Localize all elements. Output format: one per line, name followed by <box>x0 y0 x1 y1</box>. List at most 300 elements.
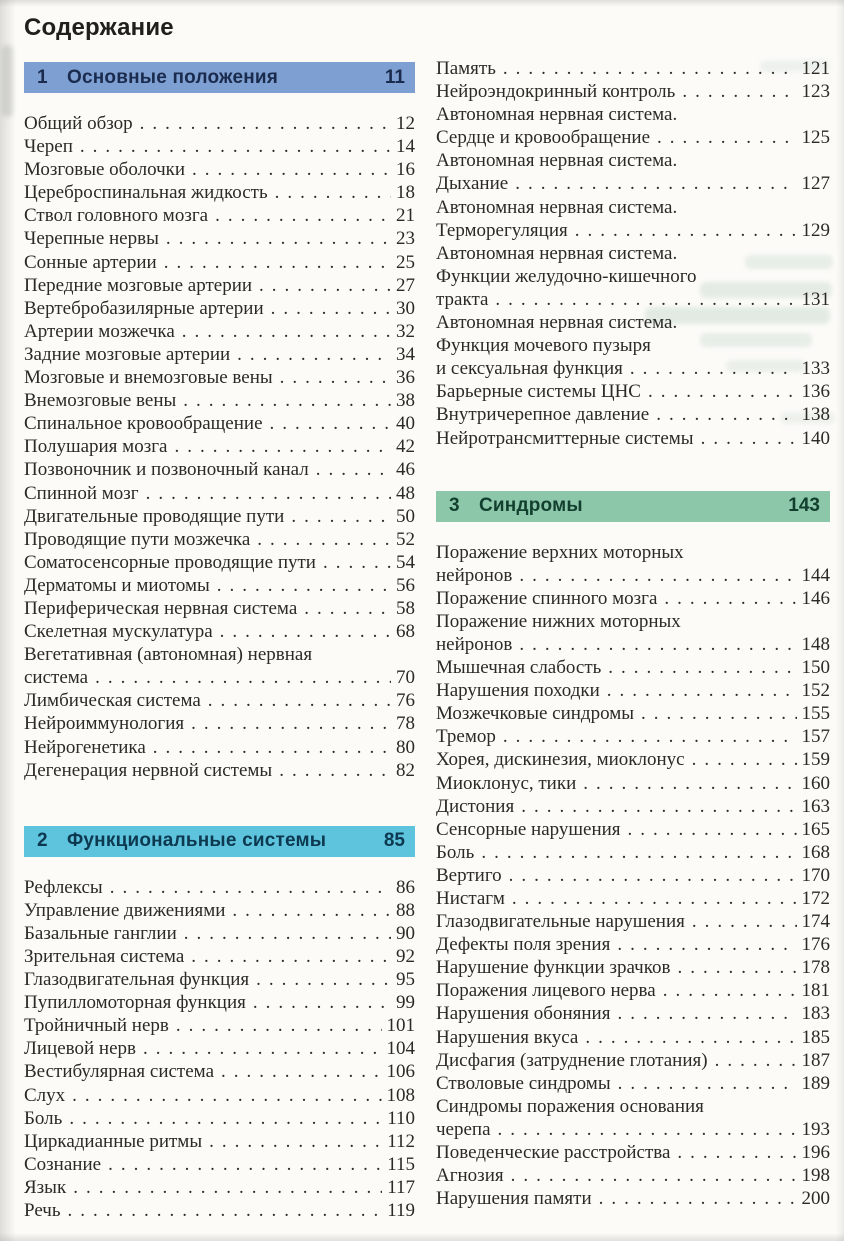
toc-entry-title: Агнозия <box>436 1165 504 1187</box>
bleed-smudge <box>2 45 13 117</box>
toc-entry-line <box>436 427 830 450</box>
toc-entry-title: Поражение спинного мозга <box>436 587 658 609</box>
toc-entry-page-number: 200 <box>801 1188 830 1210</box>
toc-entry-title: Нейрогенетика <box>24 736 146 758</box>
toc-entry-title: Боль <box>436 841 475 863</box>
toc-entry-page-number: 56 <box>396 574 415 596</box>
dot-leader <box>488 288 796 311</box>
toc-entry-title: Сонные артерии <box>24 251 157 273</box>
toc-entry-title: Вегетативная (автономная) нервная <box>24 644 313 666</box>
toc-entry-page-number: 58 <box>396 597 415 619</box>
dot-leader <box>252 274 391 297</box>
toc-entry-title: Периферическая нервная система <box>24 597 298 619</box>
toc-entry-title: Дефекты поля зрения <box>436 934 611 956</box>
toc-entry-line <box>436 380 830 403</box>
toc-entry-title: Позвоночник и позвоночный канал <box>24 459 309 481</box>
toc-entry-title: Нарушения обоняния <box>436 1003 611 1025</box>
toc-entry-title: Тройничный нерв <box>24 1015 169 1037</box>
page-edge-shadow-right <box>836 0 844 1241</box>
toc-column-left <box>24 0 415 1222</box>
toc-entry-title: Поражение нижних моторных <box>436 610 681 632</box>
toc-entry-line <box>436 610 830 633</box>
toc-entry-title: Автономная нервная система. <box>436 242 678 264</box>
page-title: Содержание <box>24 14 174 41</box>
toc-entry-page-number: 157 <box>801 726 830 748</box>
section-header <box>24 62 415 93</box>
toc-entry-page-number: 170 <box>801 864 830 886</box>
toc-entries-block <box>24 876 415 1222</box>
toc-entry-title: Лицевой нерв <box>24 1038 136 1060</box>
toc-entry-page-number: 131 <box>801 288 830 310</box>
toc-entry-title: Нейроэндокринный контроль <box>436 81 676 103</box>
dot-leader <box>208 204 391 227</box>
toc-entry-page-number: 159 <box>801 749 830 771</box>
toc-entry-page-number: 129 <box>801 219 830 241</box>
toc-entry-line <box>436 702 830 725</box>
toc-entry-line <box>24 482 415 505</box>
dot-leader <box>601 656 796 679</box>
toc-entry-line <box>24 899 415 922</box>
toc-entry-page-number: 99 <box>396 992 415 1014</box>
toc-entry-page-number: 101 <box>386 1015 415 1037</box>
toc-entry-page-number: 165 <box>801 818 830 840</box>
dot-leader <box>272 759 391 782</box>
dot-leader <box>146 736 391 759</box>
toc-entry-page-number: 23 <box>396 228 415 250</box>
dot-leader <box>675 80 796 103</box>
toc-entry-line <box>24 227 415 250</box>
dot-leader <box>656 979 797 1002</box>
toc-entry-page-number: 12 <box>396 113 415 134</box>
dot-leader <box>650 126 796 149</box>
section-title: Синдромы <box>479 495 583 517</box>
toc-entry-line <box>24 1084 415 1107</box>
dot-leader <box>504 1164 797 1187</box>
toc-entry-title: Соматосенсорные проводящие пути <box>24 551 316 573</box>
toc-entry-line <box>436 196 830 219</box>
toc-entry-page-number: 155 <box>801 703 830 725</box>
dot-leader <box>136 1037 382 1060</box>
toc-entry-title: Спинальное кровообращение <box>24 413 263 435</box>
dot-leader <box>610 933 796 956</box>
toc-entry-line <box>24 1037 415 1060</box>
toc-entry-page-number: 52 <box>396 528 415 550</box>
toc-entry-title: Спинной мозг <box>24 482 139 504</box>
toc-entry-line <box>436 311 830 334</box>
toc-entry-page-number: 168 <box>801 841 830 863</box>
toc-entry-page-number: 160 <box>801 772 830 794</box>
toc-entry-title: черепа <box>436 1118 491 1140</box>
toc-entry-title: Синдромы поражения основания <box>436 1095 704 1117</box>
toc-entry-page-number: 127 <box>801 173 830 195</box>
dot-leader <box>202 1130 382 1153</box>
section-title: Функциональные системы <box>67 830 327 852</box>
toc-entry-title: Язык <box>24 1176 67 1198</box>
dot-leader <box>297 597 391 620</box>
dot-leader <box>263 412 391 435</box>
toc-entry-line <box>436 57 830 80</box>
toc-entry-page-number: 68 <box>396 621 415 643</box>
toc-entry-page-number: 25 <box>396 251 415 273</box>
toc-entry-page-number: 106 <box>386 1061 415 1083</box>
toc-entry-page-number: 18 <box>396 182 415 204</box>
toc-entry-page-number: 110 <box>387 1107 415 1129</box>
toc-entry-line <box>436 1164 830 1187</box>
toc-entry-line <box>436 357 830 380</box>
toc-entry-title: Нарушения походки <box>436 680 600 702</box>
toc-entry-page-number: 123 <box>801 81 830 103</box>
toc-entries-block <box>436 57 830 450</box>
toc-entry-page-number: 178 <box>801 957 830 979</box>
toc-entry-title: Передние мозговые артерии <box>24 274 253 296</box>
toc-entry-page-number: 30 <box>396 297 415 319</box>
dot-leader <box>512 564 796 587</box>
toc-entry-line <box>24 112 415 135</box>
toc-entry-page-number: 174 <box>801 911 830 933</box>
toc-entry-line <box>24 343 415 366</box>
dot-leader <box>169 1014 382 1037</box>
toc-entry-page-number: 78 <box>396 713 415 735</box>
toc-entry-line <box>436 910 830 933</box>
toc-entry-title: Нейроиммунология <box>24 713 185 735</box>
toc-entry-title: Мозжечковые синдромы <box>436 703 635 725</box>
toc-entry-title: Глазодвигательные нарушения <box>436 911 685 933</box>
toc-entry-title: Сердце и кровообращение <box>436 127 651 149</box>
toc-entry-title: Вестибулярная система <box>24 1061 214 1083</box>
toc-entry-line <box>436 1026 830 1049</box>
toc-entry-page-number: 40 <box>396 413 415 435</box>
toc-entry-line <box>436 933 830 956</box>
toc-entry-line <box>436 265 830 288</box>
dot-leader <box>139 482 391 505</box>
toc-entry-page-number: 14 <box>396 136 415 158</box>
toc-entry-line <box>436 1187 830 1210</box>
toc-entry-page-number: 108 <box>386 1084 415 1106</box>
toc-entry-page-number: 112 <box>387 1130 415 1152</box>
toc-entry-line <box>24 412 415 435</box>
toc-entry-page-number: 115 <box>387 1153 415 1175</box>
dot-leader <box>708 1049 797 1072</box>
toc-entry-title: Стволовые синдромы <box>436 1072 611 1094</box>
toc-entry-line <box>436 149 830 172</box>
dot-leader <box>157 251 391 274</box>
toc-entry-page-number: 27 <box>396 274 415 296</box>
toc-entry-page-number: 36 <box>396 367 415 389</box>
toc-entry-page-number: 183 <box>801 1003 830 1025</box>
dot-leader <box>502 864 797 887</box>
dot-leader <box>133 112 391 135</box>
toc-entry-line <box>24 968 415 991</box>
toc-entry-title: Автономная нервная система. <box>436 196 678 218</box>
section-number: 1 <box>37 66 48 88</box>
dot-leader <box>641 380 797 403</box>
dot-leader <box>264 297 391 320</box>
dot-leader <box>685 910 797 933</box>
toc-entry-line <box>436 1049 830 1072</box>
toc-entry-line <box>24 1060 415 1083</box>
toc-entry-title: Артерии мозжечка <box>24 320 175 342</box>
toc-entry-page-number: 16 <box>396 159 415 181</box>
toc-entry-title: Речь <box>24 1200 61 1222</box>
toc-entry-line <box>24 135 415 158</box>
dot-leader <box>213 620 391 643</box>
section-number: 3 <box>449 495 460 517</box>
toc-entry-line <box>24 1107 415 1130</box>
section-title: Основные положения <box>67 66 279 88</box>
dot-leader <box>623 357 797 380</box>
toc-entry-title: нейронов <box>436 564 513 586</box>
dot-leader <box>268 181 391 204</box>
page-edge-shadow-bottom <box>0 1233 844 1241</box>
dot-leader <box>201 689 391 712</box>
toc-entry-title: Мышечная слабость <box>436 657 602 679</box>
dot-leader <box>491 1118 797 1141</box>
toc-entry-line <box>436 679 830 702</box>
toc-entry-line <box>24 991 415 1014</box>
toc-entry-line <box>24 689 415 712</box>
toc-entry-page-number: 125 <box>801 127 830 149</box>
toc-entries-block <box>436 541 830 1211</box>
toc-entry-page-number: 119 <box>387 1200 415 1222</box>
toc-entry-title: Базальные ганглии <box>24 922 177 944</box>
toc-entry-page-number: 136 <box>801 381 830 403</box>
section-header <box>24 826 415 857</box>
toc-entry-line <box>436 725 830 748</box>
toc-entry-line <box>436 748 830 771</box>
toc-entry-page-number: 32 <box>396 320 415 342</box>
toc-entry-title: Скелетная мускулатура <box>24 621 213 643</box>
toc-entry-page-number: 196 <box>801 1142 830 1164</box>
toc-entry-line <box>436 795 830 818</box>
dot-leader <box>175 320 391 343</box>
toc-entry-line <box>436 587 830 610</box>
toc-entry-line <box>436 864 830 887</box>
toc-entry-line <box>436 841 830 864</box>
toc-entry-line <box>24 458 415 481</box>
toc-entry-page-number: 133 <box>801 358 830 380</box>
dot-leader <box>184 712 391 735</box>
section-page-number: 143 <box>788 495 820 517</box>
toc-entry-title: Поведенческие расстройства <box>436 1142 671 1164</box>
toc-entry-page-number: 152 <box>801 680 830 702</box>
dot-leader <box>185 158 391 181</box>
dot-leader <box>496 57 797 80</box>
toc-entry-line <box>436 1141 830 1164</box>
dot-leader <box>316 551 391 574</box>
toc-entry-title: Терморегуляция <box>436 219 568 241</box>
toc-entry-page-number: 140 <box>801 427 830 449</box>
dot-leader <box>694 427 797 450</box>
toc-entry-title: Нейротрансмиттерные системы <box>436 427 694 449</box>
toc-entry-page-number: 138 <box>801 404 830 426</box>
toc-entry-title: Тремор <box>436 726 496 748</box>
toc-entry-line <box>436 103 830 126</box>
toc-entry-line <box>24 1130 415 1153</box>
toc-entry-title: Лимбическая система <box>24 690 201 712</box>
toc-entry-page-number: 70 <box>396 667 415 689</box>
toc-entry-line <box>436 1002 830 1025</box>
toc-entry-line <box>436 979 830 1002</box>
toc-entry-line <box>24 922 415 945</box>
toc-entry-page-number: 185 <box>801 1026 830 1048</box>
toc-entry-title: Миоклонус, тики <box>436 772 577 794</box>
dot-leader <box>284 505 391 528</box>
section-page-number: 85 <box>383 830 405 852</box>
toc-entry-title: Общий обзор <box>24 113 133 134</box>
toc-entry-line <box>436 887 830 910</box>
toc-entry-title: Сенсорные нарушения <box>436 818 621 840</box>
toc-entry-line <box>24 366 415 389</box>
toc-entry-line <box>24 666 415 689</box>
toc-entry-line <box>24 204 415 227</box>
toc-entry-page-number: 144 <box>801 564 830 586</box>
toc-entry-title: Циркадианные ритмы <box>24 1130 203 1152</box>
toc-entry-line <box>24 574 415 597</box>
toc-entry-title: Автономная нервная система. <box>436 312 678 334</box>
toc-entry-title: Сознание <box>24 1153 102 1175</box>
toc-entry-title: Поражение верхних моторных <box>436 541 684 563</box>
toc-entries-block <box>24 112 415 782</box>
toc-entry-page-number: 92 <box>396 946 415 967</box>
toc-entry-line <box>24 945 415 968</box>
toc-entry-page-number: 54 <box>396 551 415 573</box>
toc-column-right <box>436 0 830 1210</box>
toc-entry-line <box>436 242 830 265</box>
dot-leader <box>600 679 797 702</box>
toc-entry-line <box>24 528 415 551</box>
section-header <box>436 491 830 522</box>
toc-entry-line <box>24 389 415 412</box>
dot-leader <box>101 1153 382 1176</box>
toc-entry-title: Цереброспинальная жидкость <box>24 182 268 204</box>
toc-entry-title: Черепные нервы <box>24 228 159 250</box>
dot-leader <box>670 956 796 979</box>
toc-entry-title: Проводящие пути мозжечка <box>24 528 251 550</box>
dot-leader <box>592 1187 797 1210</box>
toc-entry-line <box>24 1176 415 1199</box>
dot-leader <box>176 389 391 412</box>
dot-leader <box>177 922 391 945</box>
dot-leader <box>62 1107 382 1130</box>
toc-entry-page-number: 21 <box>396 205 415 227</box>
section-page-number: 11 <box>384 66 405 88</box>
dot-leader <box>65 1084 381 1107</box>
toc-entry-title: Память <box>436 58 496 79</box>
toc-entry-title: Зрительная система <box>24 946 185 967</box>
toc-entry-title: Задние мозговые артерии <box>24 343 231 365</box>
toc-entry-line <box>436 1095 830 1118</box>
dot-leader <box>670 1141 796 1164</box>
dot-leader <box>649 403 796 426</box>
dot-leader <box>249 968 391 991</box>
toc-entry-page-number: 95 <box>396 969 415 991</box>
toc-entry-page-number: 76 <box>396 690 415 712</box>
toc-entry-line <box>24 274 415 297</box>
toc-entry-line <box>436 126 830 149</box>
toc-entry-page-number: 121 <box>801 58 830 79</box>
toc-entry-line <box>24 597 415 620</box>
toc-entry-page-number: 80 <box>396 736 415 758</box>
dot-leader <box>621 818 797 841</box>
toc-entry-title: Глазодвигательная функция <box>24 969 250 991</box>
dot-leader <box>73 135 391 158</box>
dot-leader <box>214 1060 382 1083</box>
toc-entry-title: Поражения лицевого нерва <box>436 980 656 1002</box>
dot-leader <box>474 841 796 864</box>
toc-entry-title: Нарушения вкуса <box>436 1026 579 1048</box>
dot-leader <box>578 1026 796 1049</box>
toc-entry-line <box>24 251 415 274</box>
toc-entry-page-number: 50 <box>396 505 415 527</box>
toc-entry-line <box>436 288 830 311</box>
dot-leader <box>246 991 391 1014</box>
toc-entry-line <box>436 334 830 357</box>
toc-entry-line <box>24 320 415 343</box>
dot-leader <box>568 219 797 242</box>
dot-leader <box>508 172 796 195</box>
toc-entry-title: Функция мочевого пузыря <box>436 335 651 357</box>
toc-entry-title: Функции желудочно-кишечного <box>436 265 697 287</box>
toc-entry-line <box>24 181 415 204</box>
toc-entry-line <box>436 1072 830 1095</box>
toc-entry-title: Внутричерепное давление <box>436 404 650 426</box>
toc-entry-page-number: 150 <box>801 657 830 679</box>
toc-entry-line <box>24 712 415 735</box>
dot-leader <box>230 343 391 366</box>
toc-entry-line <box>436 219 830 242</box>
toc-entry-page-number: 117 <box>387 1176 415 1198</box>
toc-entry-title: Дыхание <box>436 173 509 195</box>
dot-leader <box>309 458 391 481</box>
toc-entry-page-number: 176 <box>801 934 830 956</box>
toc-entry-page-number: 88 <box>396 899 415 921</box>
dot-leader <box>250 528 391 551</box>
toc-entry-title: Вертебробазилярные артерии <box>24 297 264 319</box>
dot-leader <box>159 227 391 250</box>
toc-entry-title: Автономная нервная система. <box>436 104 678 126</box>
toc-entry-title: Нарушение функции зрачков <box>436 957 671 979</box>
toc-entry-page-number: 38 <box>396 390 415 412</box>
toc-entry-page-number: 34 <box>396 343 415 365</box>
dot-leader <box>66 1176 382 1199</box>
toc-entry-line <box>436 172 830 195</box>
toc-entry-title: Полушария мозга <box>24 436 168 458</box>
toc-entry-page-number: 148 <box>801 633 830 655</box>
toc-entry-line <box>24 1014 415 1037</box>
dot-leader <box>514 795 796 818</box>
toc-entry-page-number: 86 <box>396 876 415 898</box>
dot-leader <box>610 1002 796 1025</box>
toc-entry-title: Дегенерация нервной системы <box>24 759 273 781</box>
toc-entry-title: система <box>24 667 89 689</box>
dot-leader <box>505 887 797 910</box>
toc-entry-line <box>436 1118 830 1141</box>
toc-entry-title: Нистагм <box>436 888 505 909</box>
dot-leader <box>611 1072 797 1095</box>
toc-entry-title: Внемозговые вены <box>24 390 177 412</box>
dot-leader <box>225 899 391 922</box>
toc-entry-title: тракта <box>436 288 489 310</box>
toc-entry-line <box>24 876 415 899</box>
toc-entry-line <box>436 656 830 679</box>
toc-entry-title: и сексуальная функция <box>436 358 623 380</box>
toc-entry-title: Хорея, дискинезия, миоклонус <box>436 749 685 771</box>
toc-entry-line <box>436 956 830 979</box>
dot-leader <box>657 587 796 610</box>
dot-leader <box>184 945 391 968</box>
toc-entry-line <box>24 158 415 181</box>
dot-leader <box>512 633 796 656</box>
